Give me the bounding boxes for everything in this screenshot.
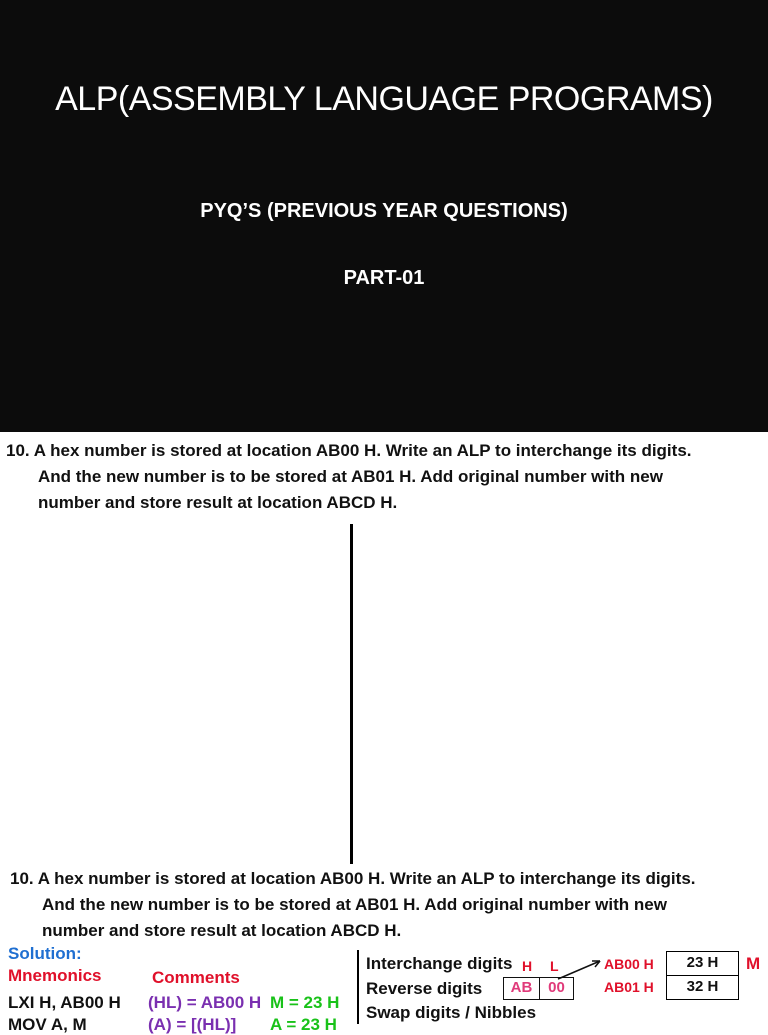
question-number: 10. (10, 869, 34, 888)
reg-l-label: L (550, 958, 559, 974)
question-text-repeat (10, 866, 750, 944)
solution-heading: Solution: (8, 944, 82, 963)
question-line-2: And the new number is to be stored at AB01 H. Add original number with new (42, 895, 667, 914)
question-line-2: And the new number is to be stored at AB01 H. Add original number with new (38, 467, 663, 486)
memory-m-label: M (746, 954, 761, 973)
pointer-arrow (556, 955, 608, 981)
vertical-divider (350, 524, 353, 864)
solution-divider (357, 950, 359, 1024)
interchange-label: Interchange digits (366, 954, 513, 973)
reg-h-box: AB (503, 977, 540, 1000)
question-line-3: number and store result at location ABCD H. (42, 921, 402, 940)
question-text (6, 438, 746, 516)
swap-label: Swap digits / Nibbles (366, 1003, 537, 1022)
comments-header: Comments (152, 968, 240, 987)
mnemonics-header: Mnemonics (8, 966, 102, 985)
reverse-label: Reverse digits (366, 979, 483, 998)
question-line-1 (10, 866, 750, 892)
question-line-3: number and store result at location ABCD H. (38, 493, 398, 512)
reg-h-label: H (522, 958, 533, 974)
value-row-2: A = 23 H (270, 1015, 337, 1034)
slide-subtitle: PYQ’S (PREVIOUS YEAR QUESTIONS) (200, 200, 568, 222)
memory-cell-2: 32 H (666, 975, 739, 1000)
mnemonic-row-1: LXI H, AB00 H (8, 993, 121, 1012)
question-text-1: A hex number is stored at location AB00 H. Write an ALP to interchange its digits. (37, 869, 696, 888)
mem-address-2: AB01 H (604, 979, 654, 995)
question-slide (0, 432, 768, 864)
comment-row-2: (A) = [(HL)] (148, 1015, 237, 1034)
slide-part-label: PART-01 (343, 267, 425, 289)
comment-row-1: (HL) = AB00 H (148, 993, 262, 1012)
mem-address-1: AB00 H (604, 956, 654, 972)
mnemonic-row-2: MOV A, M (8, 1015, 87, 1034)
memory-cell-1: 23 H (666, 951, 739, 976)
title-slide (0, 0, 768, 432)
question-text-1: A hex number is stored at location AB00 H. Write an ALP to interchange its digits. (33, 441, 692, 460)
reg-l-box: 00 (539, 977, 574, 1000)
question-line-1 (6, 438, 746, 464)
value-row-1: M = 23 H (270, 993, 340, 1012)
slide-title: ALP(ASSEMBLY LANGUAGE PROGRAMS) (55, 80, 713, 118)
question-number: 10. (6, 441, 30, 460)
